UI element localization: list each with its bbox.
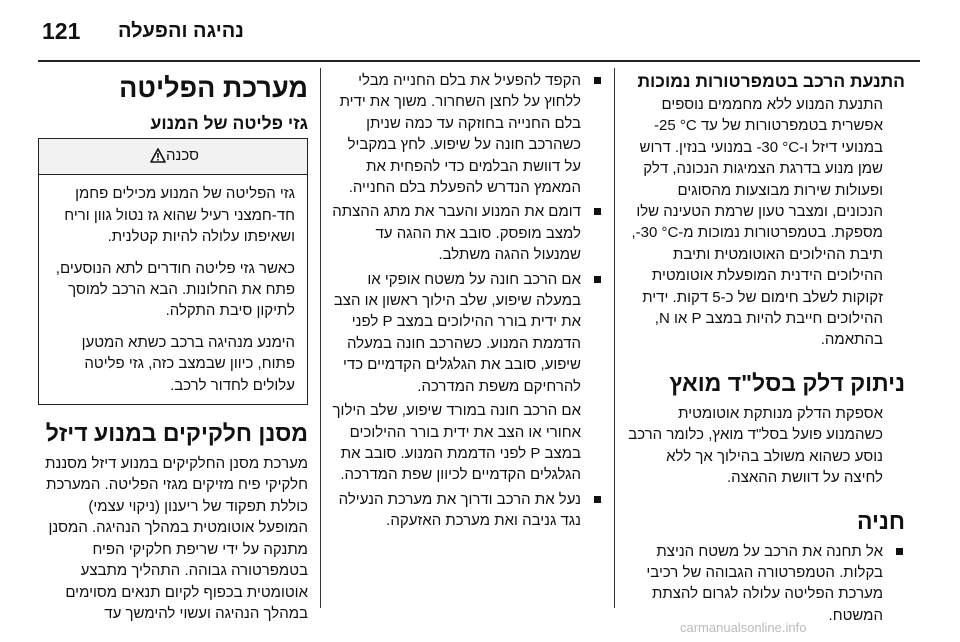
cold-start-title: התנעת הרכב בטמפרטורות נמוכות <box>637 71 905 91</box>
list-item <box>327 269 603 397</box>
list-item-text: דומם את המנוע והעבר את מתג ההצתה למצב מופסק. סובב את ההגה עד שמנעול ההגה משתלב. <box>332 203 581 264</box>
bullet-square-icon <box>594 276 601 283</box>
danger-body <box>39 175 307 404</box>
danger-label: סכנה <box>166 147 199 164</box>
parking-bullet <box>623 541 905 627</box>
list-item <box>327 201 603 265</box>
bullet-square-icon <box>896 548 903 555</box>
exhaust-gases-title: גזי פליטה של המנוע <box>150 113 308 133</box>
particle-filter-text: מערכת מסנן החלקיקים במנוע דיזל מסננת חלקיקי פיח מזיקים מגזי הפליטה. המערכת כוללת תפקוד של ריענון (ניקוי עצמי) המופעל אוטומטית במהלך הנהיגה. המסנן מתנקה על ידי שריפת חלקיקי הפיח בטמפרטורה גבוהה. התהליך מתבצע אוטומטית בכפוף לקיום תנאים מסוימים במהלך הנהיגה ועשוי להימשך עד <box>45 455 308 622</box>
danger-text: כאשר גזי פליטה חודרים לתא הנוסעים, פתח את החלונות. הבא הרכב למוסך לתיקון סיבת התקלה. <box>55 259 295 320</box>
bullet-square-icon <box>594 208 601 215</box>
left-column <box>38 70 308 624</box>
danger-text: הימנע מנהיגה ברכב כשתא המטען פתוח, כיוון שבמצב כזה, גזי פליטה עלולים לחדור לרכב. <box>81 333 295 394</box>
list-item-text: הקפד להפעיל את בלם החנייה מבלי ללחוץ על לחצן השחרור. משוך את ידית בלם החנייה בחוזקה עד כמה שניתן כשהרכב חונה על שיפוע. לחץ במקביל על דוושת הבלמים כדי להפחית את המאמץ הנדרש להפעלת בלם החנייה. <box>339 72 581 197</box>
fuel-cutoff-title: ניתוק דלק בסל"ד מואץ <box>669 369 905 396</box>
list-item <box>327 400 603 486</box>
right-column <box>623 70 905 626</box>
danger-text: גזי הפליטה של המנוע מכילים פחמן חד-חמצני רעיל שהוא גז נטול גוון וריח ושאיפתו עלולה להיות קטלנית. <box>64 185 295 246</box>
column-divider-right <box>614 68 615 608</box>
column-divider-left <box>320 68 321 608</box>
list-item <box>327 70 603 198</box>
fuel-cutoff-text: אספקת הדלק מנותקת אוטומטית כשהמנוע פועל בסל"ד מואץ, כלומר הרכב נוסע כשהוא משולב בהילוך אך ללא לחיצה על דוושת ההאצה. <box>628 404 883 487</box>
list-item-text: אם הרכב חונה על משטח אופקי או במעלה שיפוע, שלב הילוך ראשון או הצב את ידית בורר ההילוכים במצב P לפני הדממת המנוע. כשהרכב חונה במעלה שיפוע, סובב את הגלגלים הקדמיים כדי להרחיקם משפת המדרכה. <box>333 270 581 395</box>
cold-start-text: התנעת המנוע ללא מחממים נוספים אפשרית בטמפרטורות של עד ‎-25 °C‎ במנועי דיזל ו-‎-30 °C‎ במנועי בנזין. דרוש שמן מנוע בדרגת הצמיגות הנכונה, דלק ופעולות שירות מבוצעות מהסוגים הנכונים, ומצבר טעון שרמת הטעינה שלו מספקת. בטמפרטורות נמוכות מ-‎-30 °C‎, תיבת ההילוכים האוטומטית ותיבת ההילוכים הידנית המופעלת אוטומטית זקוקות לשלב חימום של כ-5 דקות. ידית ההילוכים חייבת להיות במצב P או N, בהתאמה. <box>631 96 883 349</box>
page-header <box>0 0 960 62</box>
bullet-square-icon <box>594 77 601 84</box>
warning-triangle-icon <box>150 148 166 169</box>
parking-bullet-text: אל תחנה את הרכב על משטח הניצת בקלות. הטמפרטורה הגבוהה של רכיבי מערכת הפליטה עלולה לגרום להצתת המשטח. <box>646 542 883 624</box>
bullet-square-icon <box>594 496 601 503</box>
page-number: 121 <box>42 18 81 44</box>
danger-header <box>39 139 307 175</box>
particle-filter-title: מסנן חלקיקים במנוע דיזל <box>45 420 308 447</box>
middle-column <box>327 70 603 532</box>
list-item-text: אם הרכב חונה במורד שיפוע, שלב הילוך אחורי או הצב את ידית בורר ההילוכים במצב P לפני הדממת המנוע. סובב את הגלגלים הקדמיים לכיוון שפת המדרכה. <box>332 402 581 484</box>
list-item-text: נעל את הרכב ודרוך את מערכת הנעילה נגד גניבה ואת מערכת האזעקה. <box>338 490 581 530</box>
exhaust-chapter-title: מערכת הפליטה <box>119 73 308 103</box>
header-chapter-title: נהיגה והפעלה <box>118 20 244 42</box>
danger-box <box>38 138 308 405</box>
parking-title: חניה <box>856 507 905 534</box>
list-item <box>327 489 603 532</box>
header-divider <box>38 60 920 62</box>
watermark: carmanualsonline.info <box>680 620 807 635</box>
